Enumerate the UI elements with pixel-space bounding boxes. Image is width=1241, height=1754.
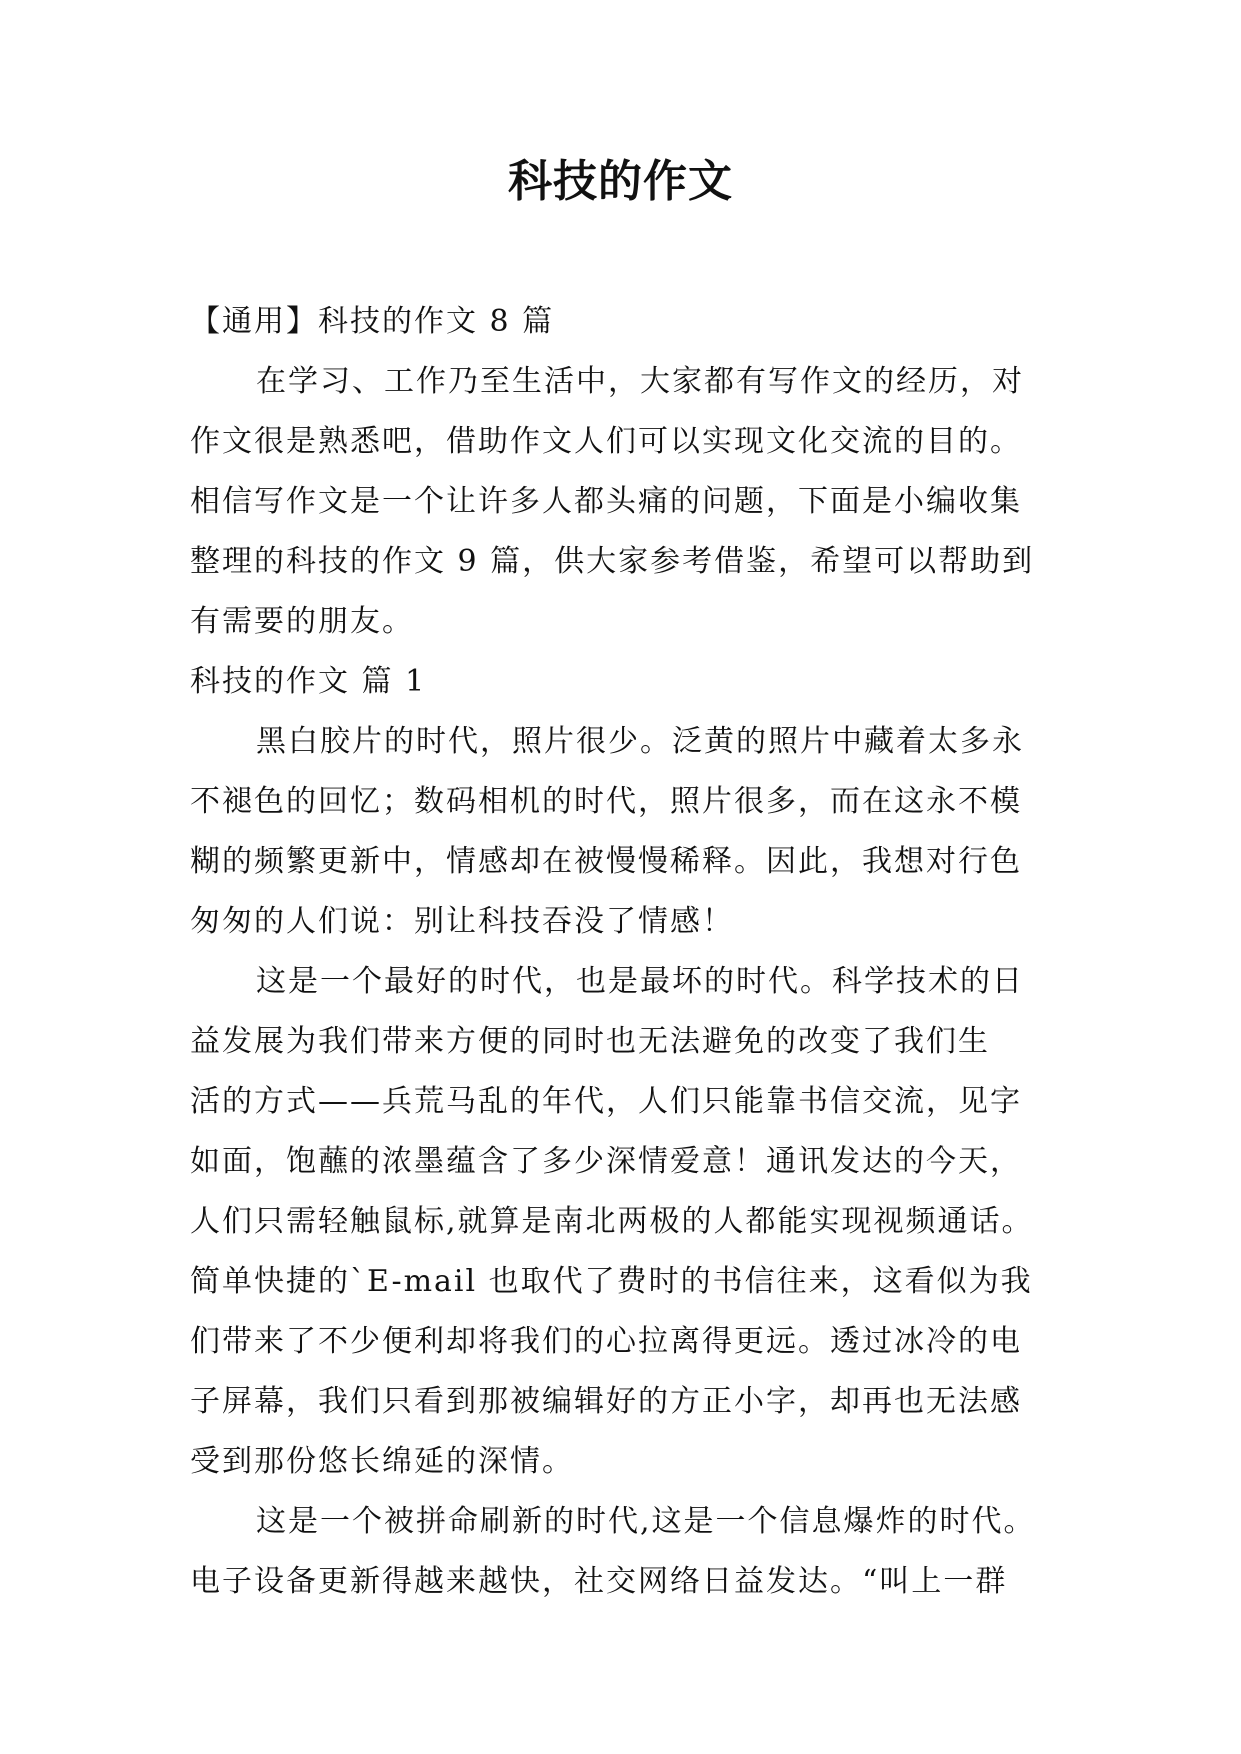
paragraph-line: 益发展为我们带来方便的同时也无法避免的改变了我们生	[190, 1024, 990, 1059]
heading-line: 【通用】科技的作文 8 篇	[190, 304, 555, 339]
paragraph-line: 整理的科技的作文 9 篇，供大家参考借鉴，希望可以帮助到	[190, 544, 1035, 579]
paragraph-line: 活的方式——兵荒马乱的年代，人们只能靠书信交流，见字	[190, 1084, 1022, 1119]
paragraph-line: 简单快捷的`E-mail 也取代了费时的书信往来，这看似为我	[190, 1264, 1033, 1299]
paragraph-line: 受到那份悠长绵延的深情。	[190, 1444, 574, 1479]
paragraph-line: 不褪色的回忆；数码相机的时代，照片很多，而在这永不模	[190, 784, 1022, 819]
paragraph-line: 在学习、工作乃至生活中，大家都有写作文的经历，对	[256, 364, 1024, 399]
paragraph-line: 电子设备更新得越来越快，社交网络日益发达。“叫上一群	[190, 1564, 1008, 1599]
paragraph-line: 有需要的朋友。	[190, 604, 414, 639]
section-heading: 科技的作文 篇 1	[190, 664, 427, 699]
paragraph-line: 如面，饱蘸的浓墨蕴含了多少深情爱意！通讯发达的今天，	[190, 1144, 1022, 1179]
paragraph-line: 这是一个被拼命刷新的时代,这是一个信息爆炸的时代。	[256, 1504, 1036, 1539]
paragraph-line: 这是一个最好的时代，也是最坏的时代。科学技术的日	[256, 964, 1024, 999]
paragraph-line: 相信写作文是一个让许多人都头痛的问题，下面是小编收集	[190, 484, 1022, 519]
paragraph-line: 匆匆的人们说：别让科技吞没了情感！	[190, 904, 734, 939]
document-body	[190, 292, 1070, 1612]
paragraph-line: 们带来了不少便利却将我们的心拉离得更远。透过冰冷的电	[190, 1324, 1022, 1359]
document-title: 科技的作文	[508, 156, 733, 207]
paragraph-line: 黑白胶片的时代，照片很少。泛黄的照片中藏着太多永	[256, 724, 1024, 759]
paragraph-line: 人们只需轻触鼠标,就算是南北两极的人都能实现视频通话。	[190, 1204, 1034, 1239]
paragraph-line: 子屏幕，我们只看到那被编辑好的方正小字，却再也无法感	[190, 1384, 1022, 1419]
paragraph-line: 糊的频繁更新中，情感却在被慢慢稀释。因此，我想对行色	[190, 844, 1022, 879]
paragraph-line: 作文很是熟悉吧，借助作文人们可以实现文化交流的目的。	[190, 424, 1022, 459]
